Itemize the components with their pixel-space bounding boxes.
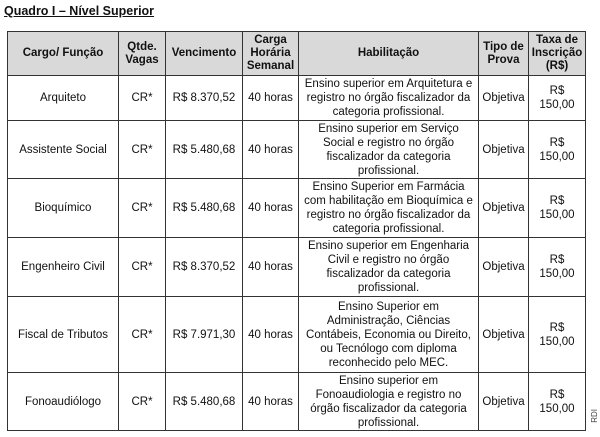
table-row bbox=[8, 121, 586, 179]
header-taxa: Taxa de Inscrição (R$) bbox=[529, 32, 586, 76]
cell-carga: 40 horas bbox=[243, 179, 299, 238]
cell-vagas: CR* bbox=[119, 297, 166, 373]
cell-vagas: CR* bbox=[119, 121, 166, 179]
cell-cargo: Assistente Social bbox=[8, 121, 119, 179]
header-cargo: Cargo/ Função bbox=[8, 32, 119, 76]
cell-tipo: Objetiva bbox=[479, 179, 529, 238]
cell-habilitacao: Ensino superior em Arquitetura e registro no órgão fiscalizador da categoria profissional. bbox=[299, 76, 479, 121]
table-row bbox=[8, 297, 586, 373]
table-row bbox=[8, 238, 586, 297]
cell-cargo: Fiscal de Tributos bbox=[8, 297, 119, 373]
cell-taxa: R$ 150,00 bbox=[529, 121, 586, 179]
cell-carga: 40 horas bbox=[243, 373, 299, 431]
header-row bbox=[8, 32, 586, 76]
table-title: Quadro I – Nível Superior bbox=[4, 4, 155, 18]
cell-vencimento: R$ 7.971,30 bbox=[166, 297, 243, 373]
cell-tipo: Objetiva bbox=[479, 297, 529, 373]
cell-taxa: R$ 150,00 bbox=[529, 297, 586, 373]
cell-tipo: Objetiva bbox=[479, 76, 529, 121]
cell-vencimento: R$ 5.480,68 bbox=[166, 121, 243, 179]
cell-carga: 40 horas bbox=[243, 121, 299, 179]
cell-habilitacao: Ensino Superior em Administração, Ciências Contábeis, Economia ou Direito, ou Tecnólogo com diploma reconhecido pelo MEC. bbox=[299, 297, 479, 373]
cell-vagas: CR* bbox=[119, 76, 166, 121]
cell-vencimento: R$ 5.480,68 bbox=[166, 179, 243, 238]
cell-carga: 40 horas bbox=[243, 238, 299, 297]
cell-carga: 40 horas bbox=[243, 76, 299, 121]
cell-habilitacao: Ensino Superior em Farmácia com habilitação em Bioquímica e registro no órgão fiscalizador da categoria profissional. bbox=[299, 179, 479, 238]
cell-taxa: R$ 150,00 bbox=[529, 179, 586, 238]
cell-tipo: Objetiva bbox=[479, 373, 529, 431]
side-mark: RDI bbox=[590, 409, 599, 423]
cell-taxa: R$ 150,00 bbox=[529, 373, 586, 431]
header-habilitacao: Habilitação bbox=[299, 32, 479, 76]
table-row bbox=[8, 373, 586, 431]
cell-habilitacao: Ensino superior em Serviço Social e registro no órgão fiscalizador da categoria profissional. bbox=[299, 121, 479, 179]
table-row bbox=[8, 76, 586, 121]
header-tipo: Tipo de Prova bbox=[479, 32, 529, 76]
cell-vencimento: R$ 8.370,52 bbox=[166, 238, 243, 297]
cell-carga: 40 horas bbox=[243, 297, 299, 373]
cell-cargo: Engenheiro Civil bbox=[8, 238, 119, 297]
cell-tipo: Objetiva bbox=[479, 238, 529, 297]
header-vagas: Qtde. Vagas bbox=[119, 32, 166, 76]
cell-cargo: Arquiteto bbox=[8, 76, 119, 121]
cell-taxa: R$ 150,00 bbox=[529, 238, 586, 297]
cell-habilitacao: Ensino superior em Fonoaudiologia e registro no órgão fiscalizador da categoria profissional. bbox=[299, 373, 479, 431]
table-row bbox=[8, 179, 586, 238]
cell-vencimento: R$ 5.480,68 bbox=[166, 373, 243, 431]
positions-table bbox=[7, 31, 586, 431]
cell-cargo: Fonoaudiólogo bbox=[8, 373, 119, 431]
cell-habilitacao: Ensino superior em Engenharia Civil e registro no órgão fiscalizador da categoria profissional. bbox=[299, 238, 479, 297]
cell-vagas: CR* bbox=[119, 238, 166, 297]
cell-vagas: CR* bbox=[119, 373, 166, 431]
header-vencimento: Vencimento bbox=[166, 32, 243, 76]
cell-taxa: R$ 150,00 bbox=[529, 76, 586, 121]
header-carga: Carga Horária Semanal bbox=[243, 32, 299, 76]
cell-vagas: CR* bbox=[119, 179, 166, 238]
cell-cargo: Bioquímico bbox=[8, 179, 119, 238]
cell-tipo: Objetiva bbox=[479, 121, 529, 179]
cell-vencimento: R$ 8.370,52 bbox=[166, 76, 243, 121]
